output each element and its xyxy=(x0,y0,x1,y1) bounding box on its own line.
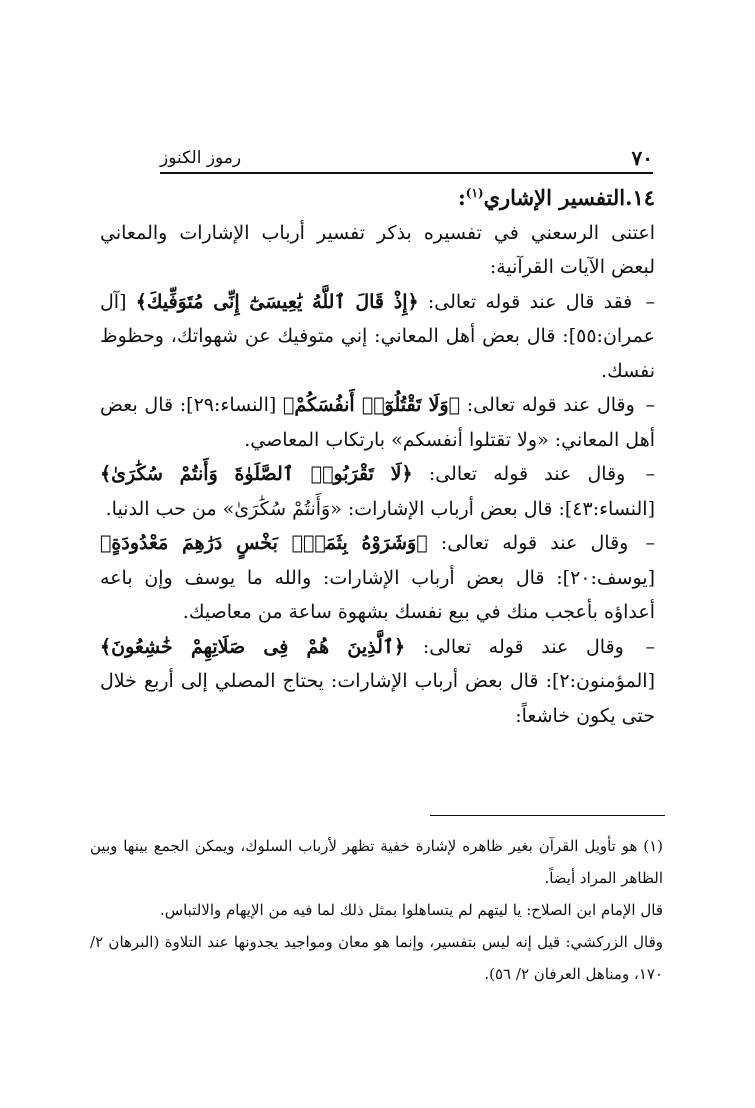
item-comment: قال بعض أرباب الإشارات: والله ما يوسف وإن باعه أعداؤه بأعجب منك في بيع نفسك بشهوة ساعة من معاصيك. xyxy=(100,566,655,623)
list-item: – وقال عند قوله تعالى: ﴿وَلَا تَقْتُلُوٓا۟ أَنفُسَكُمْ﴾ [النساء:٢٩]: قال بعض أهل المعاني: «ولا تقتلوا أنفسكم» بارتكاب المعاصي. xyxy=(100,394,655,451)
item-lead: وقال عند قوله تعالى: xyxy=(428,463,626,485)
item-comment: قال بعض أرباب الإشارات: يحتاج المصلي إلى أربع خلال حتى يكون خاشعاً: xyxy=(100,670,655,727)
list-item: – وقال عند قوله تعالى: ﴿وَشَرَوْهُ بِثَمَنٍۭ بَخْسٍ دَرَٰهِمَ مَعْدُودَةٍ﴾ [يوسف:٢٠]: قال بعض أرباب الإشارات: والله ما يوسف وإن باعه أعداؤه بأعجب منك في بيع نفسك بشهوة ساعة من معاصيك. xyxy=(100,532,655,623)
quran-verse: ﴿ٱلَّذِينَ هُمْ فِى صَلَاتِهِمْ خَٰشِعُونَ﴾ xyxy=(100,635,406,658)
page-number: ٧٠ xyxy=(631,146,653,170)
verse-reference: [يوسف:٢٠]: xyxy=(556,566,655,589)
section-title: التفسير الإشاري xyxy=(483,185,626,210)
footnotes xyxy=(90,830,663,990)
intro-paragraph: اعتنى الرسعني في تفسيره بذكر تفسير أرباب الإشارات والمعاني لبعض الآيات القرآنية: xyxy=(100,221,655,278)
item-comment: قال بعض أرباب الإشارات: «وَأَنتُمْ سُكَٰرَىٰ» من حب الدنيا. xyxy=(105,497,553,520)
quran-verse: ﴿لَا تَقْرَبُوا۟ ٱلصَّلَوٰةَ وَأَنتُمْ سُكَٰرَىٰ﴾ xyxy=(100,463,413,485)
book-title: رموز الكنوز xyxy=(160,148,242,168)
section-number: ١٤ xyxy=(632,185,655,210)
verse-reference: [النساء:٢٩]: xyxy=(179,394,277,416)
item-lead: وقال عند قوله تعالى: xyxy=(440,532,629,554)
footnote: قال الإمام ابن الصلاح: يا ليتهم لم يتساهلوا بمثل ذلك لما فيه من الإيهام والالتباس. xyxy=(160,901,663,919)
list-item: – وقال عند قوله تعالى: ﴿ٱلَّذِينَ هُمْ فِى صَلَاتِهِمْ خَٰشِعُونَ﴾ [المؤمنون:٢]: قال بعض أرباب الإشارات: يحتاج المصلي إلى أربع خلال حتى يكون خاشعاً: xyxy=(100,635,655,727)
item-lead: فقد قال عند قوله تعالى: xyxy=(427,290,633,313)
footnote: (١) هو تأويل القرآن بغير ظاهره لإشارة خفية تظهر لأرباب السلوك، ويمكن الجمع بينها وبين الظاهر المراد أيضاً. xyxy=(90,837,663,887)
footnote: وقال الزركشي: قيل إنه ليس بتفسير، وإنما هو معان ومواجيد يجدونها عند التلاوة (البرهان ٢/ ١٧٠، ومناهل العرفان ٢/ ٥٦). xyxy=(90,933,663,983)
item-lead: وقال عند قوله تعالى: xyxy=(422,635,624,658)
quran-verse: ﴿إِذْ قَالَ ٱللَّهُ يَٰعِيسَىٰٓ إِنِّى مُتَوَفِّيكَ﴾ xyxy=(135,290,419,313)
quran-verse: ﴿وَلَا تَقْتُلُوٓا۟ أَنفُسَكُمْ﴾ xyxy=(282,394,461,416)
main-text xyxy=(100,176,655,733)
footnote-mark: (١) xyxy=(465,186,484,200)
heading-colon: : xyxy=(457,185,466,210)
verse-reference: [آل عمران:٥٥]: xyxy=(100,290,655,347)
list-item: – فقد قال عند قوله تعالى: ﴿إِذْ قَالَ ٱللَّهُ يَٰعِيسَىٰٓ إِنِّى مُتَوَفِّيكَ﴾ [آل عمران:٥٥]: قال بعض أهل المعاني: إني متوفيك عن شهواتك، وحظوظ نفسك. xyxy=(100,290,655,382)
verse-reference: [النساء:٤٣]: xyxy=(558,497,655,520)
section-heading: ١٤.التفسير الإشاري$^{(١)}$: xyxy=(457,185,655,210)
item-comment: قال بعض أهل المعاني: «ولا تقتلوا أنفسكم» بارتكاب المعاصي. xyxy=(100,394,655,451)
item-lead: وقال عند قوله تعالى: xyxy=(466,394,635,416)
item-comment: قال بعض أهل المعاني: إني متوفيك عن شهواتك، وحظوظ نفسك. xyxy=(100,325,655,382)
list-item: – وقال عند قوله تعالى: ﴿لَا تَقْرَبُوا۟ ٱلصَّلَوٰةَ وَأَنتُمْ سُكَٰرَىٰ﴾ [النساء:٤٣]: قال بعض أرباب الإشارات: «وَأَنتُمْ سُكَٰرَىٰ» من حب الدنيا. xyxy=(100,463,655,520)
footnote-separator xyxy=(430,815,665,816)
verse-reference: [المؤمنون:٢]: xyxy=(545,670,655,692)
running-header xyxy=(160,142,653,174)
quran-verse: ﴿وَشَرَوْهُ بِثَمَنٍۭ بَخْسٍ دَرَٰهِمَ مَعْدُودَةٍ﴾ xyxy=(100,532,428,554)
